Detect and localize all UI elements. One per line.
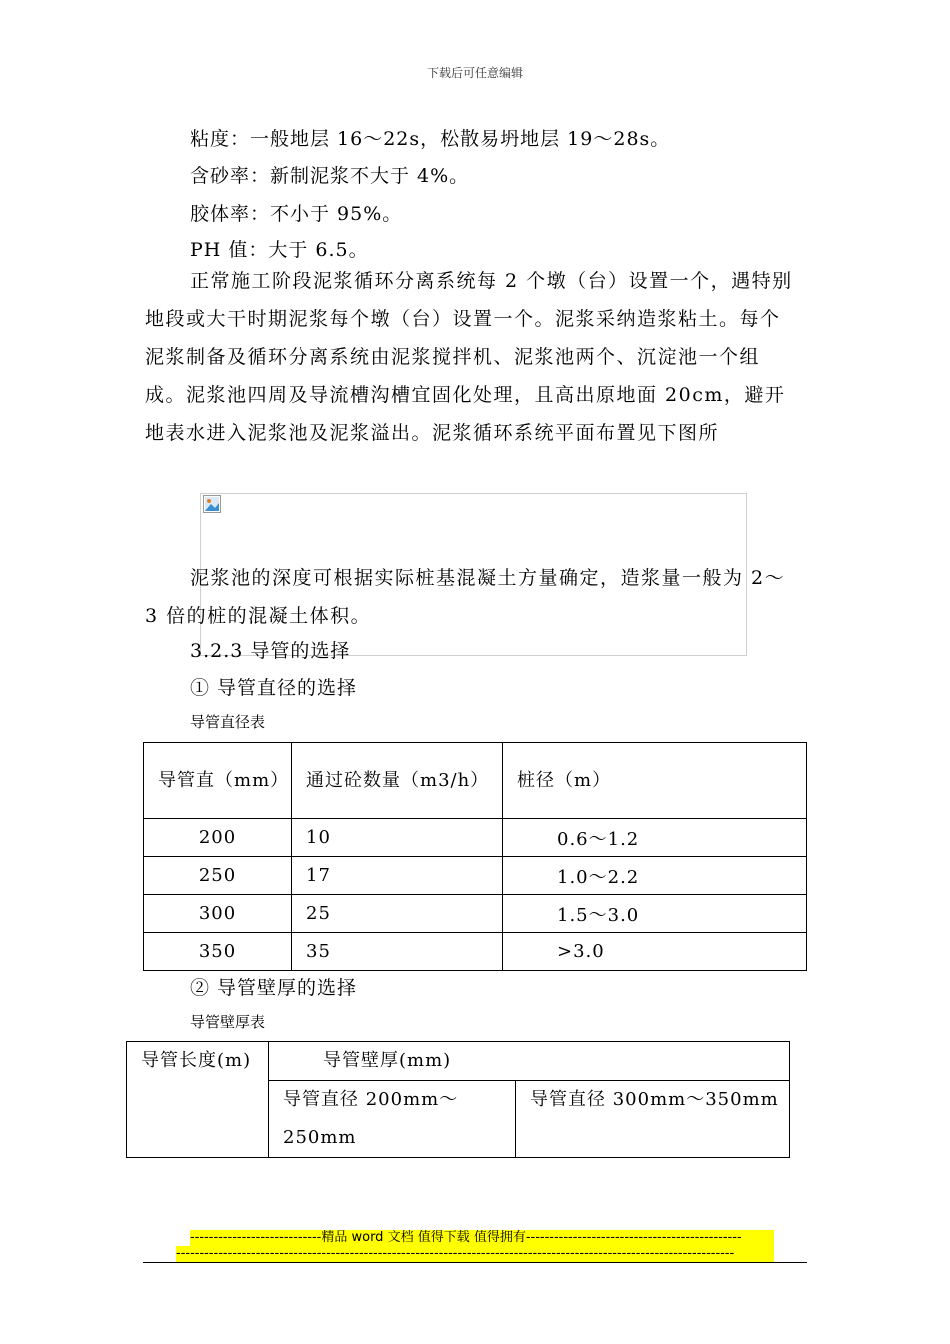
table-row bbox=[144, 895, 807, 933]
table-header-row bbox=[144, 743, 807, 819]
table-cell: 250 bbox=[144, 857, 292, 895]
table-cell: 0.6～1.2 bbox=[503, 819, 807, 857]
viscosity-line: 粘度：一般地层 16～22s，松散易坍地层 19～28s。 bbox=[190, 128, 671, 150]
table-cell: 17 bbox=[292, 857, 503, 895]
conduit-wall-thickness-table bbox=[126, 1041, 790, 1158]
footer-divider bbox=[143, 1262, 807, 1263]
table-row bbox=[144, 857, 807, 895]
table-cell: 350 bbox=[144, 933, 292, 971]
section-heading: 3.2.3 导管的选择 bbox=[190, 640, 351, 662]
header-cell: 导管壁厚(mm) bbox=[269, 1042, 790, 1081]
table-row bbox=[144, 819, 807, 857]
table1-caption: 导管直径表 bbox=[190, 713, 266, 731]
sand-content-line: 含砂率：新制泥浆不大于 4%。 bbox=[190, 165, 470, 187]
table-cell: 200 bbox=[144, 819, 292, 857]
table-header-row bbox=[127, 1042, 790, 1081]
subheading-wall-thickness: ② 导管壁厚的选择 bbox=[190, 977, 358, 999]
header-cell: 导管直径 300mm～350mm bbox=[516, 1081, 790, 1158]
broken-image-icon bbox=[203, 495, 221, 513]
subheading-diameter: ① 导管直径的选择 bbox=[190, 677, 358, 699]
header-cell: 导管直径 200mm～250mm bbox=[269, 1081, 516, 1158]
footer-dashes: ----------------------------------------------------------------------------------------------------------------------- bbox=[176, 1246, 774, 1262]
header-cell: 通过砼数量（m3/h） bbox=[292, 743, 503, 819]
ph-value-line: PH 值：大于 6.5。 bbox=[190, 239, 369, 261]
table-cell: 1.0～2.2 bbox=[503, 857, 807, 895]
colloid-rate-line: 胶体率：不小于 95%。 bbox=[190, 203, 403, 225]
table-cell: 1.5～3.0 bbox=[503, 895, 807, 933]
conduit-diameter-table bbox=[143, 742, 807, 971]
table-cell: 35 bbox=[292, 933, 503, 971]
table-cell: 25 bbox=[292, 895, 503, 933]
mud-pit-paragraph: 泥浆池的深度可根据实际桩基混凝土方量确定，造浆量一般为 2～3 倍的桩的混凝土体积。 bbox=[145, 567, 786, 627]
table-cell: 300 bbox=[144, 895, 292, 933]
table-row bbox=[144, 933, 807, 971]
table-cell: >3.0 bbox=[503, 933, 807, 971]
mud-system-paragraph: 正常施工阶段泥浆循环分离系统每 2 个墩（台）设置一个，遇特别地段或大干时期泥浆每个墩（台）设置一个。泥浆采纳造浆粘土。每个泥浆制备及循环分离系统由泥浆搅拌机、泥浆池两个、沉淀池一个组成。泥浆池四周及导流槽沟槽宜固化处理，且高出原地面 20cm，避开地表水进入泥浆池及泥浆溢出。泥浆循环系统平面布置见下图所 bbox=[145, 270, 793, 444]
header-cell: 导管直（mm） bbox=[144, 743, 292, 819]
table2-caption: 导管壁厚表 bbox=[190, 1013, 266, 1031]
header-cell: 导管长度(m) bbox=[127, 1042, 269, 1158]
footer-banner: ----------------------------精品 word 文档 值得下载 值得拥有---------------------------------------------- bbox=[190, 1230, 774, 1246]
table-cell: 10 bbox=[292, 819, 503, 857]
header-cell: 桩径（m） bbox=[503, 743, 807, 819]
page-header: 下载后可任意编辑 bbox=[426, 66, 523, 80]
